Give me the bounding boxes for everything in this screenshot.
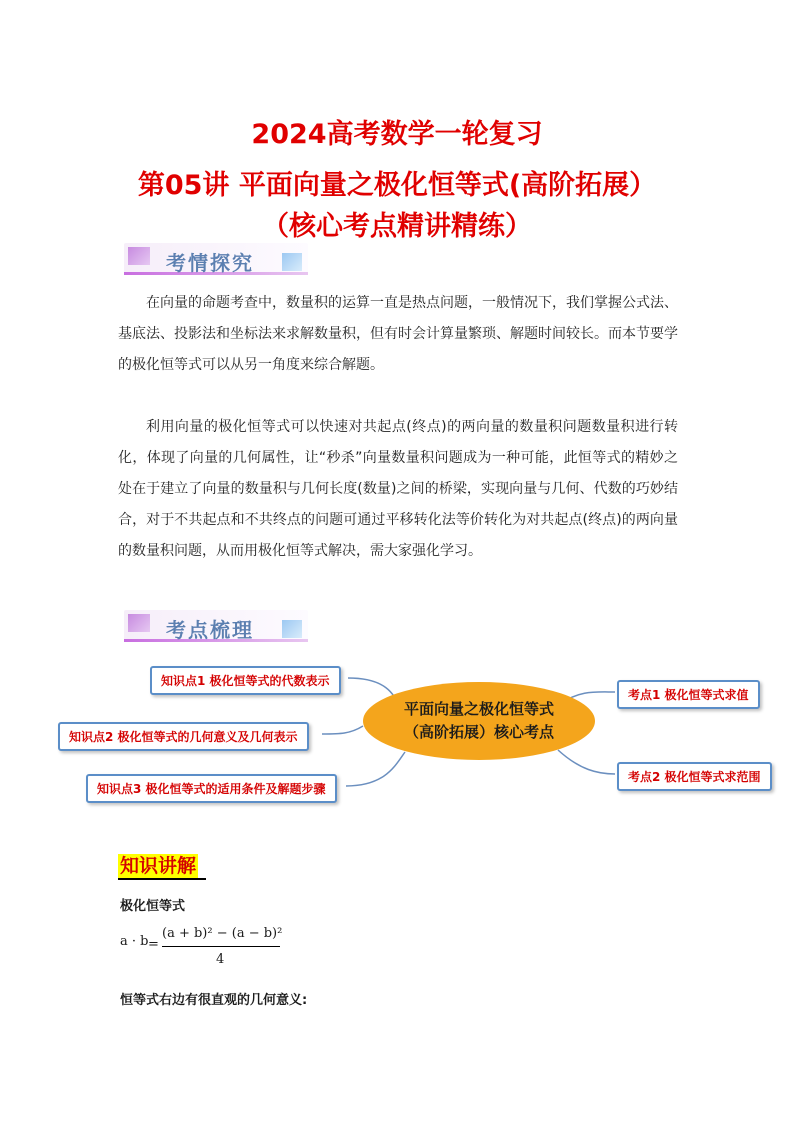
banner-label: 考点梳理: [166, 618, 254, 642]
mind-map-center-node: [363, 682, 595, 760]
document-title: 2024高考数学一轮复习: [251, 119, 543, 150]
document-subtitle-2: （核心考点精讲精练）: [262, 211, 532, 242]
intro-paragraph-1: 在向量的命题考查中，数量积的运算一直是热点问题，一般情况下，我们掌握公式法、基底法、投影法和坐标法来求解数量积，但有时会计算量繁琐、解题时间较长。而本节要学的极化恒等式可以从另一角度来综合解题。: [118, 295, 678, 373]
heading-underline: [118, 878, 206, 880]
fraction-bar: [162, 946, 280, 947]
formula-denominator: 4: [216, 952, 225, 967]
banner-label: 考情探究: [166, 251, 254, 275]
document-subtitle: 第05讲 平面向量之极化恒等式(高阶拓展）: [137, 170, 657, 201]
formula-equals: =: [148, 937, 159, 952]
mind-map-node-knowledge-1: 知识点1 极化恒等式的代数表示: [150, 666, 341, 695]
formula-label: 极化恒等式: [120, 899, 186, 914]
banner-decor-square: [282, 253, 302, 271]
formula-numerator: (a + b)² − (a − b)²: [162, 926, 283, 941]
mind-map: [0, 648, 794, 818]
center-node-line-2: （高阶拓展）核心考点: [403, 723, 554, 741]
mind-map-node-knowledge-3: 知识点3 极化恒等式的适用条件及解题步骤: [86, 774, 337, 803]
mind-map-node-exam-point-2: 考点2 极化恒等式求范围: [617, 762, 772, 791]
mind-map-node-exam-point-1: 考点1 极化恒等式求值: [617, 680, 760, 709]
polarization-identity-formula: [118, 922, 318, 974]
center-node-line-1: 平面向量之极化恒等式: [403, 700, 554, 718]
banner-decor-square: [282, 620, 302, 638]
intro-paragraph-2: 利用向量的极化恒等式可以快速对共起点(终点)的两向量的数量积问题数量积进行转化，体现了向量的几何属性，让“秒杀”向量数量积问题成为一种可能，此恒等式的精妙之处在于建立了向量的数量积与几何长度(数量)之间的桥梁，实现向量与几何、代数的巧妙结合，对于不共起点和不共终点的问题可通过平移转化法等价转化为对共起点(终点)的两向量的数量积问题，从而用极化恒等式解决，需大家强化学习。: [118, 419, 678, 559]
section-banner-exam-analysis: [124, 243, 308, 275]
banner-decor-square: [128, 247, 150, 265]
formula-lhs: a · b: [120, 934, 149, 949]
section-heading-knowledge: 知识讲解: [120, 855, 197, 877]
banner-decor-square: [128, 614, 150, 632]
section-banner-key-points: [124, 610, 308, 642]
mind-map-node-knowledge-2: 知识点2 极化恒等式的几何意义及几何表示: [58, 722, 309, 751]
geometric-meaning-label: 恒等式右边有很直观的几何意义:: [120, 993, 308, 1008]
